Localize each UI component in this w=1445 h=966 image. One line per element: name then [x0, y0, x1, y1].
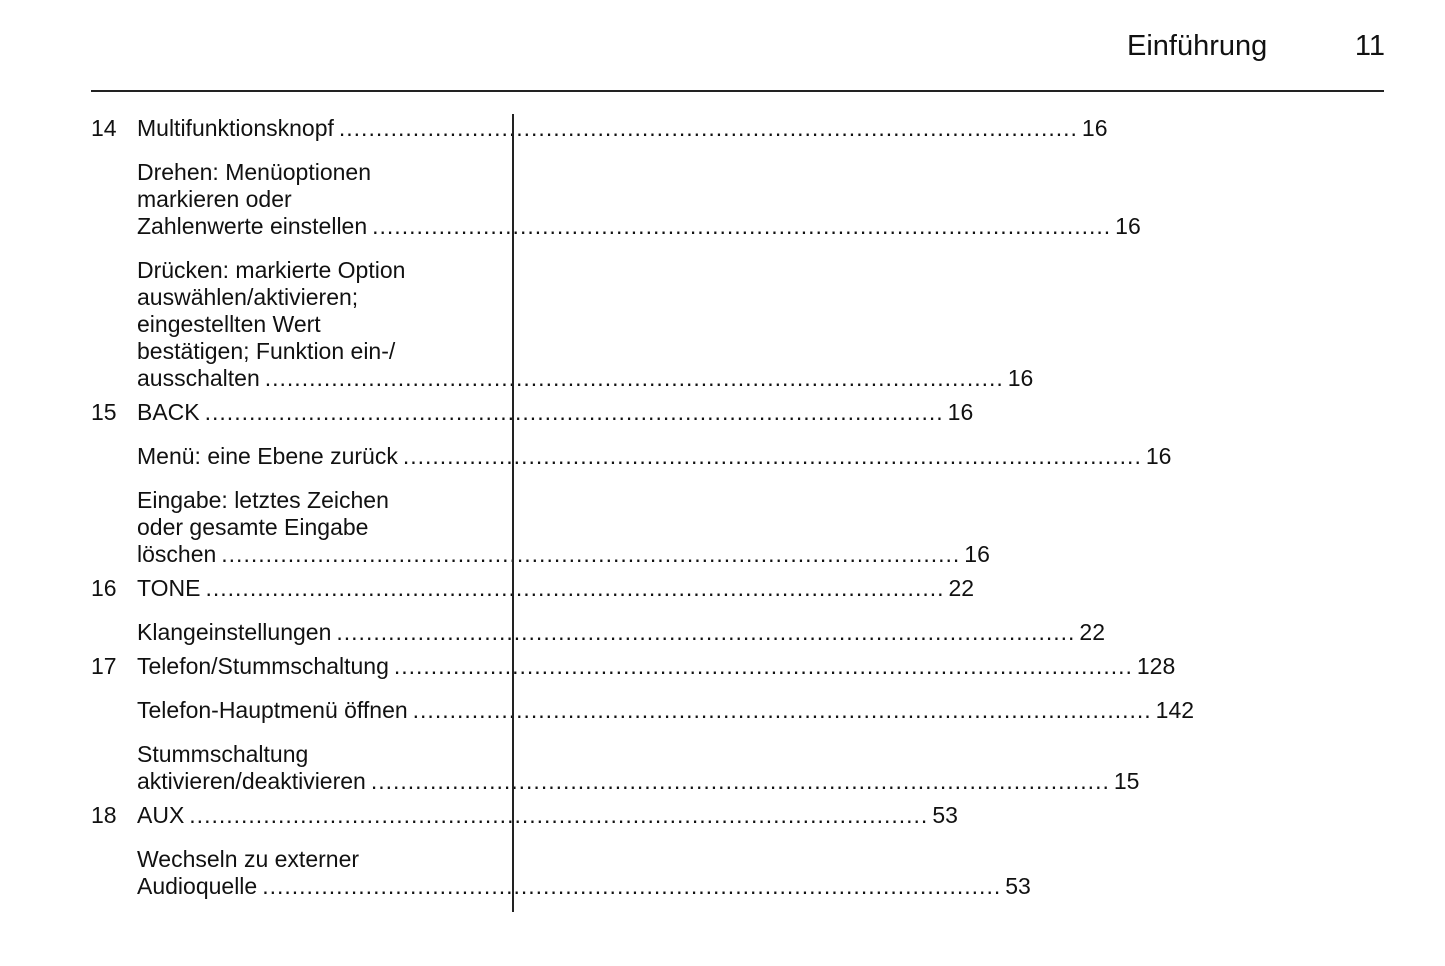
header-rule	[91, 90, 1384, 92]
entry-description: Drücken: markierte Option auswählen/aktivieren; eingestellten Wert bestätigen; Funktion ein-/	[137, 257, 406, 364]
entry-line	[137, 575, 975, 602]
entry-text: ausschalten	[137, 365, 260, 391]
entry-number: 15	[91, 399, 117, 425]
toc-entry	[91, 575, 975, 602]
entry-text: BACK	[137, 399, 200, 425]
entry-description: Drehen: Menüoptionen markieren oder	[137, 159, 371, 212]
entry-number: 14	[91, 115, 117, 141]
dot-leader: ....................................................................................................	[393, 653, 1133, 679]
toc-subentry	[137, 741, 1140, 795]
dot-leader: ....................................................................................................	[336, 619, 1076, 645]
entry-page-number: 16	[947, 399, 974, 425]
table-of-contents	[91, 115, 1195, 900]
entry-page-number: 53	[1005, 873, 1031, 899]
entry-page-number: 53	[932, 802, 958, 828]
entry-line	[137, 619, 1105, 646]
toc-subentry	[137, 846, 1031, 900]
entry-line	[137, 697, 1195, 724]
dot-leader: ....................................................................................................	[338, 115, 1078, 141]
entry-page-number: 15	[1113, 768, 1140, 794]
entry-page-number: 22	[1079, 619, 1105, 645]
page-number: 11	[1354, 30, 1385, 62]
entry-text: Menü: eine Ebene zurück	[137, 443, 398, 469]
entry-number: 17	[91, 653, 117, 679]
entry-number: 16	[91, 575, 117, 601]
toc-entry	[91, 653, 1176, 680]
dot-leader: ....................................................................................................	[204, 399, 944, 425]
entry-page-number: 16	[1145, 443, 1172, 469]
dot-leader: ....................................................................................................	[372, 213, 1112, 239]
entry-text: Zahlenwerte einstellen	[137, 213, 368, 239]
entry-line	[137, 768, 1140, 795]
toc-subentry	[137, 159, 1141, 240]
toc-subentry	[137, 697, 1195, 724]
dot-leader: ....................................................................................................	[205, 575, 945, 601]
dot-leader: ....................................................................................................	[264, 365, 1004, 391]
entry-line	[137, 873, 1031, 900]
entry-text: Multifunktionsknopf	[137, 115, 334, 141]
entry-number: 18	[91, 802, 117, 828]
entry-page-number: 128	[1136, 653, 1176, 679]
toc-subentry	[137, 443, 1172, 470]
toc-subentry	[137, 487, 990, 568]
column-divider	[512, 114, 514, 912]
entry-text: Audioquelle	[137, 873, 258, 899]
dot-leader: ....................................................................................................	[412, 697, 1152, 723]
entry-line	[137, 365, 1034, 392]
entry-page-number: 16	[1081, 115, 1108, 141]
toc-entry	[91, 399, 974, 426]
dot-leader: ....................................................................................................	[262, 873, 1002, 899]
entry-line	[137, 213, 1141, 240]
entry-text: TONE	[137, 575, 201, 601]
entry-line	[137, 802, 958, 829]
entry-text: Klangeinstellungen	[137, 619, 332, 645]
entry-page-number: 142	[1155, 697, 1195, 723]
toc-subentry	[137, 619, 1105, 646]
entry-text: Telefon-Hauptmenü öffnen	[137, 697, 408, 723]
toc-entry	[91, 802, 958, 829]
entry-line	[137, 399, 974, 426]
entry-text: Telefon/Stummschaltung	[137, 653, 389, 679]
entry-description: Eingabe: letztes Zeichen oder gesamte Eingabe	[137, 487, 389, 540]
entry-description: Stummschaltung	[137, 741, 309, 767]
entry-page-number: 16	[1115, 213, 1141, 239]
dot-leader: ....................................................................................................	[402, 443, 1142, 469]
dot-leader: ....................................................................................................	[370, 768, 1110, 794]
entry-page-number: 22	[948, 575, 975, 601]
entry-text: löschen	[137, 541, 217, 567]
dot-leader: ....................................................................................................	[189, 802, 929, 828]
entry-text: aktivieren/deaktivieren	[137, 768, 366, 794]
entry-description: Wechseln zu externer	[137, 846, 360, 872]
dot-leader: ....................................................................................................	[221, 541, 961, 567]
toc-entry	[91, 115, 1108, 142]
entry-page-number: 16	[964, 541, 990, 567]
section-title: Einführung	[1127, 30, 1268, 62]
entry-page-number: 16	[1007, 365, 1034, 391]
toc-subentry	[137, 257, 1034, 392]
entry-line	[137, 653, 1176, 680]
entry-text: AUX	[137, 802, 185, 828]
entry-line	[137, 115, 1108, 142]
entry-line	[137, 541, 990, 568]
entry-line	[137, 443, 1172, 470]
